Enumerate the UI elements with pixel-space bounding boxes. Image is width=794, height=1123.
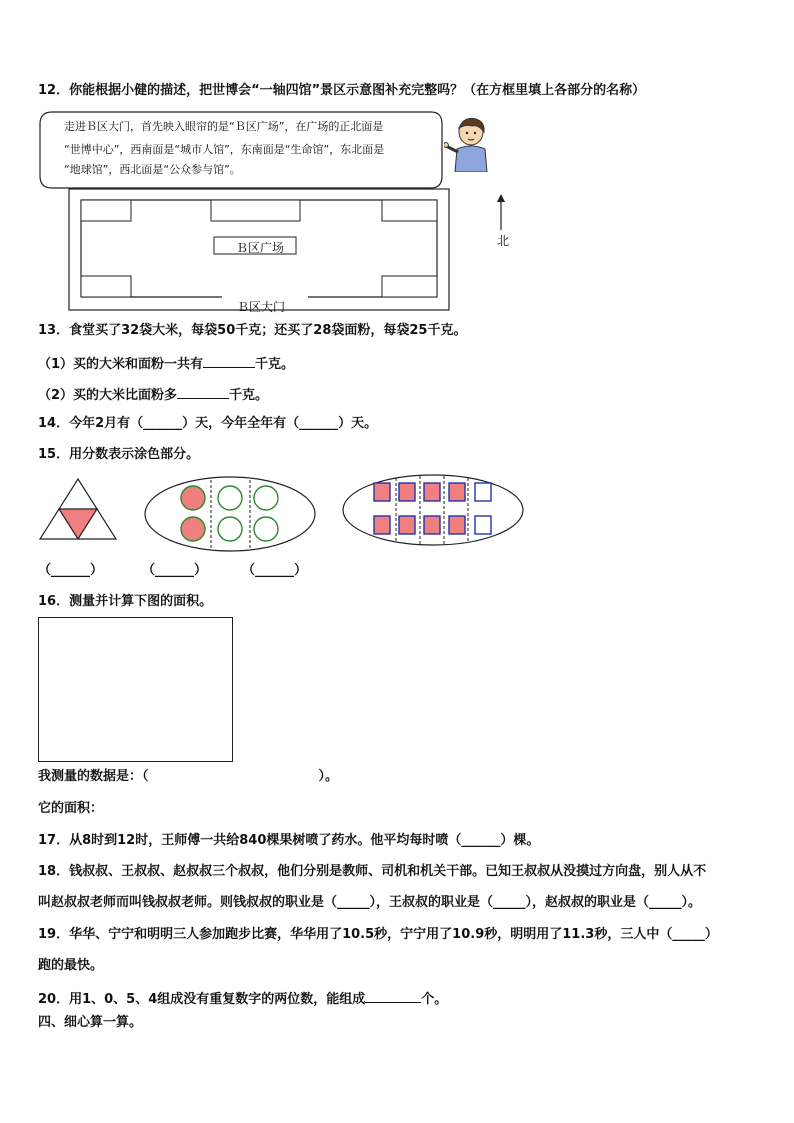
speech-line-3: “地球馆”，西北面是“公众参与馆”。: [64, 163, 241, 176]
q12-text: 12．你能根据小健的描述，把世博会“一轴四馆”景区示意图补充完整吗？（在方框里填上各部分的名称）: [38, 83, 646, 98]
q17-text: 17．从8时到12时，王师傅一共给840棵果树喷了药水。他平均每时喷（______）棵。: [38, 833, 540, 848]
q13-sub2-prefix: （2）买的大米比面粉多: [38, 388, 178, 403]
q13-sub2-blank[interactable]: [177, 384, 229, 399]
q20-text: [38, 988, 447, 1009]
q14-text: 14．今年2月有（______）天，今年全年有（______）天。: [38, 416, 378, 431]
q16-measure-line: [38, 768, 338, 786]
q13-sub1: [38, 353, 294, 374]
gate-label: Ｂ区大门: [237, 300, 286, 314]
q16-measure-suffix: ）。: [318, 769, 339, 784]
map-box-northeast: [382, 200, 437, 221]
north-arrow-icon: [494, 192, 508, 232]
q20-blank[interactable]: [365, 988, 421, 1003]
squares-figure: [340, 472, 526, 548]
north-label: 北: [497, 234, 510, 248]
q16-text: 16．测量并计算下图的面积。: [38, 594, 213, 609]
q15-answer-2[interactable]: （______）: [142, 563, 208, 578]
q20-suffix: 个。: [421, 992, 448, 1007]
q19-line-1: 19．华华、宁宁和明明三人参加跑步比赛，华华用了10.5秒，宁宁用了10.9秒，明明用了11.3秒，三人中（_____）: [38, 927, 718, 942]
q13-sub2: [38, 384, 268, 405]
triangle-figure: [36, 476, 120, 542]
map-box-southeast: [382, 276, 437, 297]
boy-figure-icon: [444, 116, 492, 172]
speech-line-1: 走进Ｂ区大门，首先映入眼帘的是“Ｂ区广场”，在广场的正北面是: [64, 120, 384, 133]
q13-sub2-suffix: 千克。: [229, 388, 269, 403]
map-box-northwest: [81, 200, 131, 221]
map-box-southwest: [81, 276, 131, 297]
q16-area-label: 它的面积：: [38, 801, 104, 816]
plaza-label: Ｂ区广场: [236, 241, 285, 255]
q13-sub1-suffix: 千克。: [255, 357, 295, 372]
q16-measure-prefix: 我测量的数据是：（: [38, 769, 149, 784]
q15-answer-1[interactable]: （______）: [38, 563, 104, 578]
q13-sub1-blank[interactable]: [203, 353, 255, 368]
measure-rectangle: [38, 617, 233, 762]
q18-line-2: 叫赵叔叔老师而叫钱叔叔老师。则钱叔叔的职业是（_____），王叔叔的职业是（_____），赵叔叔的职业是（_____）。: [38, 895, 702, 910]
q13-sub1-prefix: （1）买的大米和面粉一共有: [38, 357, 204, 372]
circles-figure: [142, 474, 318, 554]
q15-answer-3[interactable]: （______）: [242, 563, 308, 578]
q13-text: 13．食堂买了32袋大米，每袋50千克；还买了28袋面粉，每袋25千克。: [38, 323, 467, 338]
q15-text: 15．用分数表示涂色部分。: [38, 447, 200, 462]
map-box-north: [211, 200, 300, 221]
q19-line-2: 跑的最快。: [38, 958, 104, 973]
q18-line-1: 18．钱叔叔、王叔叔、赵叔叔三个叔叔，他们分别是教师、司机和机关干部。已知王叔叔从没摸过方向盘，别人从不: [38, 864, 707, 879]
q20-prefix: 20．用1、0、5、4组成没有重复数字的两位数，能组成: [38, 992, 366, 1007]
section-4-heading: 四、细心算一算。: [38, 1015, 143, 1030]
speech-line-2: “世博中心”，西南面是“城市人馆”，东南面是“生命馆”，东北面是: [64, 143, 385, 156]
